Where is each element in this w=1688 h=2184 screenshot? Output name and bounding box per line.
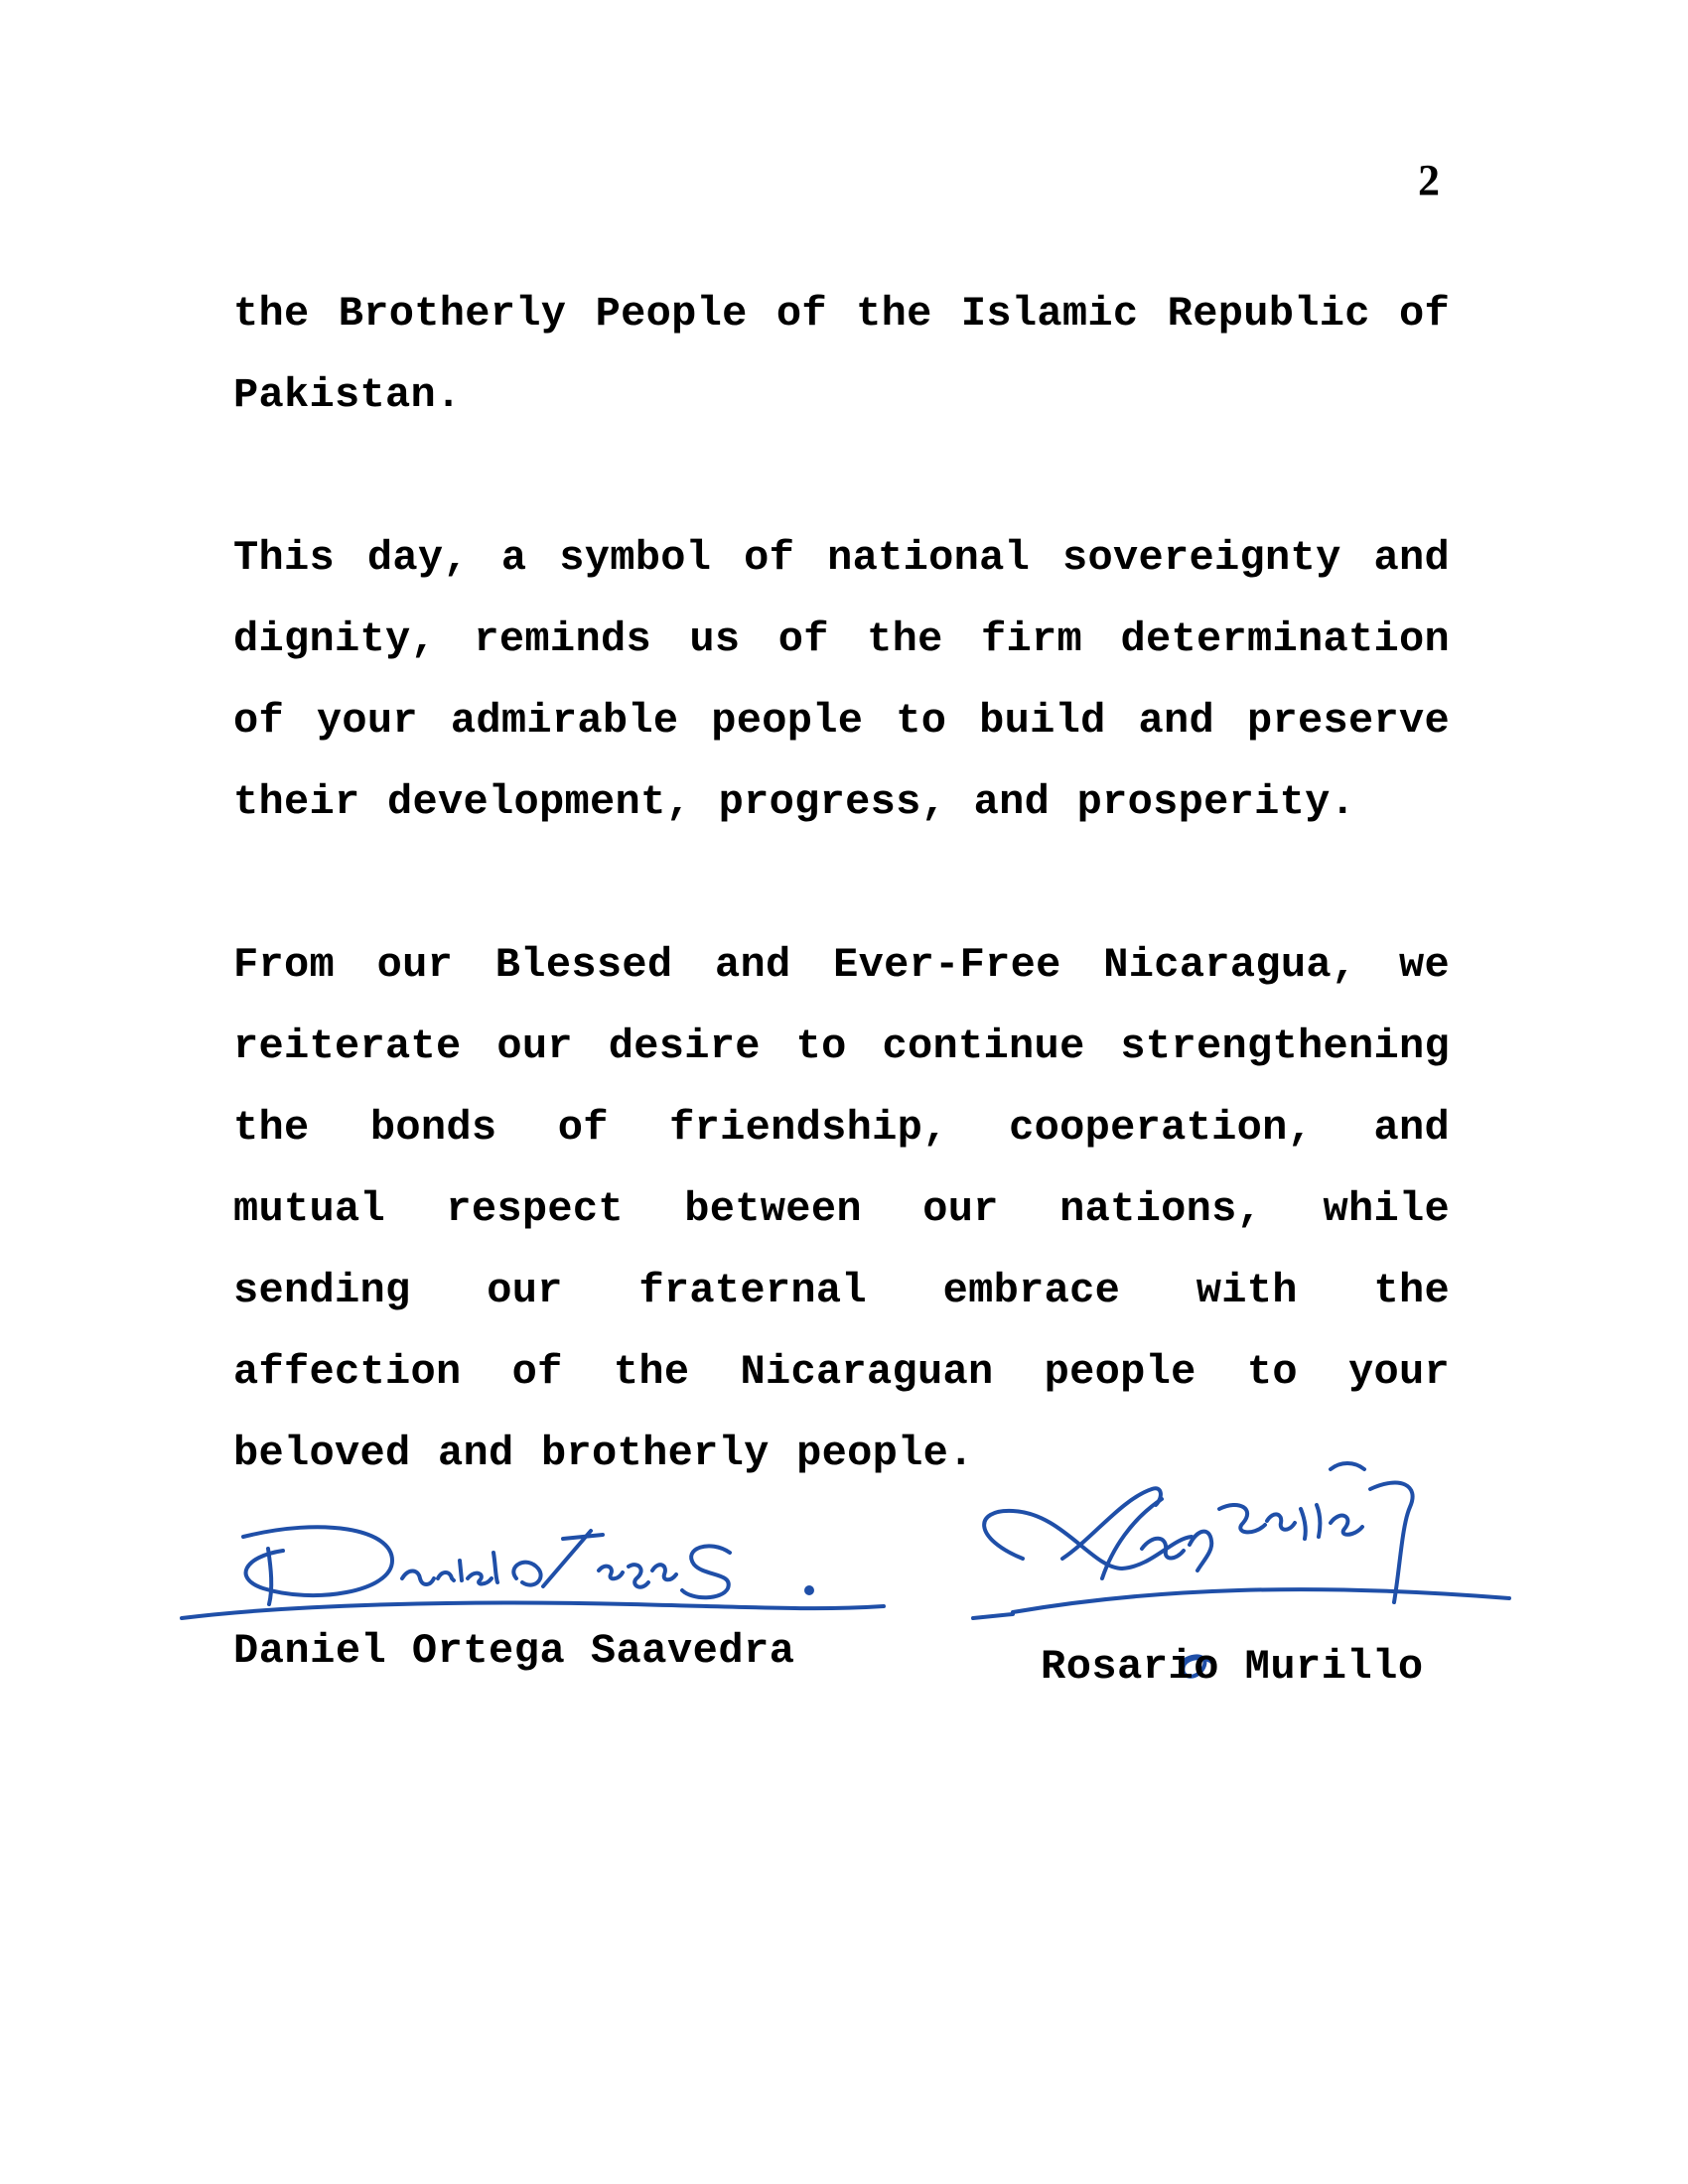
signature-block-rosario-murillo — [953, 1449, 1569, 1707]
signer-name-rosario-murillo: Rosario Murillo — [1041, 1643, 1424, 1691]
paragraph-national-day: This day, a symbol of national sovereignty and dignity, reminds us of the firm determination of your admirable people to build and preserve their development, progress, and prosperity. — [233, 534, 1450, 826]
signer-name-daniel-ortega: Daniel Ortega Saavedra — [233, 1627, 795, 1675]
signature-daniel-ortega — [174, 1509, 889, 1638]
signature-section — [0, 1449, 1688, 1707]
paragraph-closing-address: the Brotherly People of the Islamic Republic of Pakistan. — [233, 290, 1450, 419]
signature-block-daniel-ortega — [174, 1509, 889, 1707]
page-number: 2 — [1418, 156, 1440, 205]
paragraph-friendship: From our Blessed and Ever-Free Nicaragua, we reiterate our desire to continue strengthening the bonds of friendship, cooperation, and mutual respect between our nations, while sending our fraternal embrace with the affection of the Nicaraguan people to your beloved and brotherly people. — [233, 941, 1450, 1477]
letter-body — [233, 273, 1450, 1575]
